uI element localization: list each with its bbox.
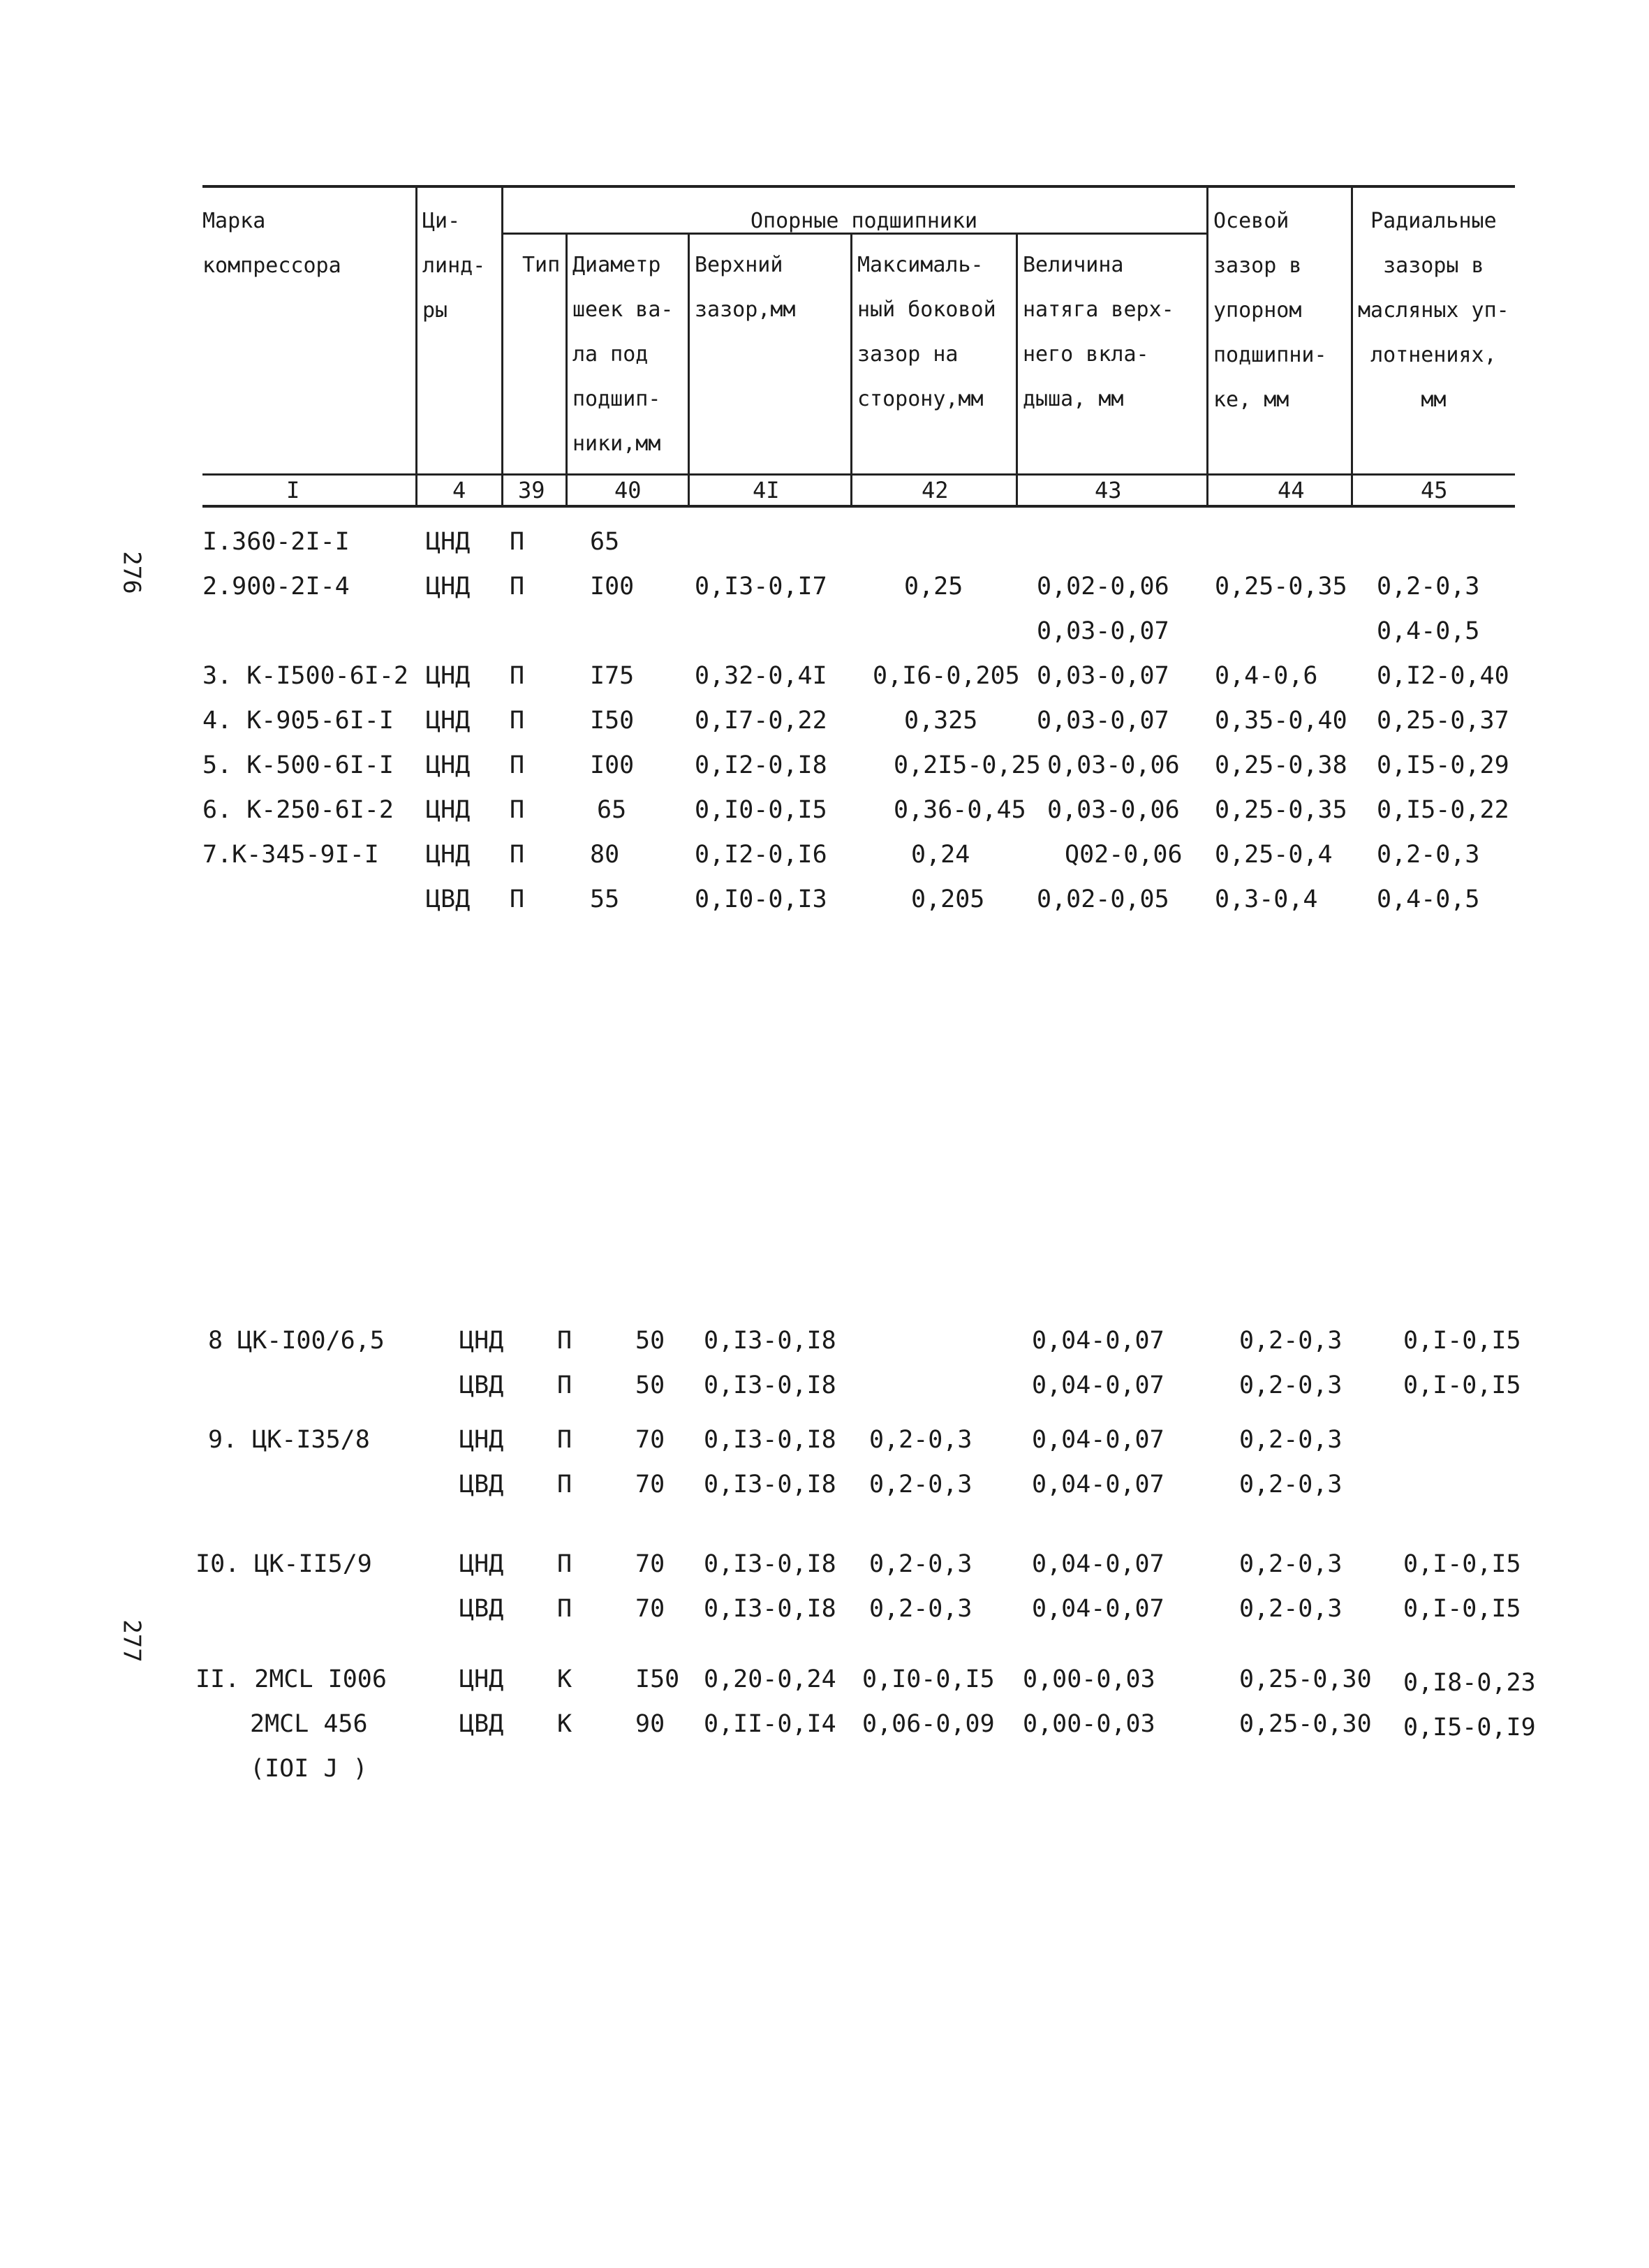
header-axial-line-5: ке, мм [1213, 388, 1289, 412]
vline-6 [1016, 234, 1018, 506]
cell-upper: 0,I3-0,I8 [704, 1471, 836, 1498]
cell-cyl: ЦНД [426, 796, 471, 824]
vline-7 [1206, 185, 1208, 506]
cell-type: П [557, 1426, 572, 1454]
header-radial-gaps [1358, 199, 1509, 422]
header-diam-line-1: Диаметр [572, 253, 661, 277]
cell-axial: 0,25-0,35 [1215, 796, 1347, 824]
cell-type: П [557, 1327, 572, 1355]
cell-diam: I50 [590, 707, 635, 735]
page-number-lower: 277 [117, 1619, 146, 1663]
cell-upper: 0,I3-0,I8 [704, 1550, 836, 1578]
cell-side: 0,205 [911, 885, 985, 913]
header-interf-line-1: Величина [1023, 253, 1124, 277]
cell-type: К [557, 1665, 572, 1693]
cell-diam: 65 [590, 528, 620, 556]
cell-axial: 0,25-0,4 [1215, 841, 1333, 869]
cell-brand: I.360-2I-I [202, 528, 350, 556]
cell-brand: 5. К-500-6I-I [202, 751, 394, 779]
cell-cyl: ЦНД [459, 1550, 504, 1578]
cell-interf: 0,03-0,07 [1037, 617, 1169, 645]
header-top-rule [202, 185, 1515, 188]
cell-radial: 0,I-0,I5 [1403, 1550, 1521, 1578]
colnum-radial: 45 [1421, 477, 1448, 503]
cell-side: 0,06-0,09 [862, 1710, 995, 1738]
cell-cyl: ЦНД [426, 707, 471, 735]
vline-5 [850, 234, 852, 506]
cell-upper: 0,20-0,24 [704, 1665, 836, 1693]
cell-diam: I00 [590, 751, 635, 779]
cell-diam: 90 [635, 1710, 665, 1738]
cell-side: 0,2I5-0,25 [894, 751, 1041, 779]
cell-side: 0,2-0,3 [869, 1595, 973, 1623]
cell-radial: 0,I5-0,29 [1377, 751, 1509, 779]
colnum-diam: 40 [614, 477, 642, 503]
header-axial-line-3: упорном [1213, 298, 1302, 323]
header-axial-gap [1213, 199, 1327, 422]
cell-cyl: ЦНД [426, 573, 471, 601]
cell-upper: 0,I7-0,22 [695, 707, 827, 735]
cell-diam: I50 [635, 1665, 680, 1693]
cell-brand: 7.К-345-9I-I [202, 841, 379, 869]
cell-cyl: ЦНД [426, 528, 471, 556]
cell-radial: 0,4-0,5 [1377, 617, 1480, 645]
cell-radial: 0,I5-0,I9 [1403, 1714, 1536, 1742]
cell-cyl: ЦНД [459, 1665, 504, 1693]
cell-interf: 0,03-0,07 [1037, 707, 1169, 735]
header-radial-line-2: зазоры в [1383, 253, 1484, 278]
header-cyl-line-1: Ци- [422, 209, 461, 233]
cell-radial: 0,I-0,I5 [1403, 1327, 1521, 1355]
header-bottom-rule [202, 473, 1515, 476]
cell-axial: 0,25-0,38 [1215, 751, 1347, 779]
page-number-upper: 276 [117, 551, 146, 594]
vline-3 [565, 234, 568, 506]
cell-cyl: ЦНД [426, 841, 471, 869]
cell-side: 0,2-0,3 [869, 1471, 973, 1498]
cell-interf: 0,00-0,03 [1023, 1710, 1155, 1738]
cell-diam: 50 [635, 1327, 665, 1355]
header-side-line-2: ный боковой [857, 297, 996, 322]
vline-4 [688, 234, 690, 506]
cell-interf: 0,02-0,06 [1037, 573, 1169, 601]
cell-type: П [557, 1371, 572, 1399]
header-bearings-group: Опорные подшипники [750, 209, 978, 233]
header-interf-line-2: натяга верх- [1023, 297, 1174, 322]
cell-diam: 70 [635, 1471, 665, 1498]
cell-brand: 2MCL 456 [250, 1710, 368, 1738]
cell-interf: 0,02-0,05 [1037, 885, 1169, 913]
cell-diam: 65 [597, 796, 627, 824]
cell-axial: 0,3-0,4 [1215, 885, 1318, 913]
colnum-type: 39 [518, 477, 545, 503]
cell-axial: 0,25-0,35 [1215, 573, 1347, 601]
cell-cyl: ЦВД [459, 1710, 504, 1738]
cell-interf: 0,00-0,03 [1023, 1665, 1155, 1693]
colnum-brand: I [286, 477, 300, 503]
cell-diam: 50 [635, 1371, 665, 1399]
cell-axial: 0,25-0,30 [1239, 1710, 1372, 1738]
cell-type: П [557, 1471, 572, 1498]
cell-side: 0,2-0,3 [869, 1550, 973, 1578]
cell-type: К [557, 1710, 572, 1738]
cell-brand: 2.900-2I-4 [202, 573, 350, 601]
cell-interf: 0,04-0,07 [1032, 1471, 1164, 1498]
header-diam-line-4: подшип- [572, 387, 661, 411]
cell-diam: 70 [635, 1595, 665, 1623]
cell-upper: 0,I3-0,I8 [704, 1426, 836, 1454]
cell-radial: 0,I2-0,40 [1377, 662, 1509, 690]
header-diam-line-2: шеек ва- [572, 297, 674, 322]
cell-cyl: ЦВД [426, 885, 471, 913]
cell-type: П [510, 885, 525, 913]
cell-diam: 70 [635, 1550, 665, 1578]
cell-upper: 0,I3-0,I8 [704, 1595, 836, 1623]
colnum-axial: 44 [1278, 477, 1305, 503]
header-axial-line-4: подшипни- [1213, 343, 1327, 367]
cell-brand: 6. К-250-6I-2 [202, 796, 394, 824]
colnum-cyl: 4 [452, 477, 466, 503]
cell-cyl: ЦНД [459, 1327, 504, 1355]
cell-brand: (IOI J ) [250, 1755, 368, 1783]
header-diam-line-3: ла под [572, 342, 649, 367]
colnum-upper: 4I [753, 477, 780, 503]
cell-cyl: ЦВД [459, 1471, 504, 1498]
header-axial-line-2: зазор в [1213, 253, 1302, 278]
cell-upper: 0,II-0,I4 [704, 1710, 836, 1738]
header-upper-line-1: Верхний [695, 253, 783, 277]
header-diameter [572, 243, 674, 466]
cell-upper: 0,I2-0,I8 [695, 751, 827, 779]
cell-type: П [510, 796, 525, 824]
header-side-line-4: сторону,мм [857, 387, 984, 411]
cell-axial: 0,2-0,3 [1239, 1426, 1343, 1454]
cell-diam: 70 [635, 1426, 665, 1454]
cell-diam: I75 [590, 662, 635, 690]
header-side-line-1: Максималь- [857, 253, 984, 277]
cell-side: 0,I6-0,205 [873, 662, 1020, 690]
vline-8 [1351, 185, 1353, 506]
cell-brand: 8 ЦК-I00/6,5 [208, 1327, 385, 1355]
cell-side: 0,I0-0,I5 [862, 1665, 995, 1693]
header-cylinders [422, 199, 485, 333]
cell-interf: 0,03-0,06 [1047, 796, 1180, 824]
header-radial-line-4: лотнениях, [1370, 343, 1497, 367]
cell-type: П [557, 1595, 572, 1623]
colnum-side: 42 [922, 477, 949, 503]
cell-upper: 0,I3-0,I8 [704, 1327, 836, 1355]
cell-radial: 0,I-0,I5 [1403, 1595, 1521, 1623]
cell-brand: I0. ЦК-II5/9 [195, 1550, 372, 1578]
cell-type: П [557, 1550, 572, 1578]
header-type: Тип [522, 253, 561, 277]
cell-type: П [510, 841, 525, 869]
cell-radial: 0,25-0,37 [1377, 707, 1509, 735]
cell-brand: 3. К-I500-6I-2 [202, 662, 409, 690]
cell-radial: 0,I-0,I5 [1403, 1371, 1521, 1399]
cell-interf: 0,04-0,07 [1032, 1426, 1164, 1454]
header-side-line-3: зазор на [857, 342, 959, 367]
cell-cyl: ЦНД [426, 751, 471, 779]
cell-type: П [510, 528, 525, 556]
header-axial-line-1: Осевой [1213, 209, 1289, 233]
cell-upper: 0,I2-0,I6 [695, 841, 827, 869]
cell-type: П [510, 751, 525, 779]
cell-interf: 0,04-0,07 [1032, 1550, 1164, 1578]
cell-cyl: ЦНД [459, 1426, 504, 1454]
cell-upper: 0,I3-0,I8 [704, 1371, 836, 1399]
cell-side: 0,325 [904, 707, 978, 735]
cell-axial: 0,2-0,3 [1239, 1595, 1343, 1623]
header-upper-line-2: зазор,мм [695, 297, 796, 322]
cell-side: 0,24 [911, 841, 970, 869]
cell-axial: 0,2-0,3 [1239, 1327, 1343, 1355]
cell-interf: Q02-0,06 [1065, 841, 1183, 869]
header-interf-line-3: него вкла- [1023, 342, 1149, 367]
numbers-bottom-rule [202, 505, 1515, 508]
cell-cyl: ЦВД [459, 1595, 504, 1623]
header-radial-line-1: Радиальные [1370, 209, 1497, 233]
cell-upper: 0,I0-0,I5 [695, 796, 827, 824]
cell-type: П [510, 707, 525, 735]
cell-radial: 0,I5-0,22 [1377, 796, 1509, 824]
cell-diam: 80 [590, 841, 620, 869]
cell-upper: 0,I3-0,I7 [695, 573, 827, 601]
cell-type: П [510, 662, 525, 690]
cell-upper: 0,32-0,4I [695, 662, 827, 690]
cell-axial: 0,2-0,3 [1239, 1550, 1343, 1578]
cell-side: 0,36-0,45 [894, 796, 1026, 824]
cell-upper: 0,I0-0,I3 [695, 885, 827, 913]
header-cyl-line-2: линд- [422, 253, 486, 278]
cell-radial: 0,4-0,5 [1377, 885, 1480, 913]
cell-type: П [510, 573, 525, 601]
header-interference [1023, 243, 1174, 422]
cell-diam: I00 [590, 573, 635, 601]
cell-interf: 0,04-0,07 [1032, 1371, 1164, 1399]
cell-radial: 0,2-0,3 [1377, 573, 1480, 601]
cell-axial: 0,2-0,3 [1239, 1471, 1343, 1498]
cell-radial: 0,I8-0,23 [1403, 1669, 1536, 1697]
header-radial-line-5: мм [1421, 388, 1447, 412]
cell-axial: 0,35-0,40 [1215, 707, 1347, 735]
cell-side: 0,25 [904, 573, 963, 601]
header-upper-gap [695, 243, 796, 332]
header-side-gap [857, 243, 996, 422]
cell-diam: 55 [590, 885, 620, 913]
header-brand: Марка компрессора [202, 209, 341, 278]
cell-cyl: ЦНД [426, 662, 471, 690]
cell-cyl: ЦВД [459, 1371, 504, 1399]
cell-side: 0,2-0,3 [869, 1426, 973, 1454]
vline-1 [415, 185, 417, 506]
cell-interf: 0,03-0,07 [1037, 662, 1169, 690]
cell-brand: II. 2MCL I006 [195, 1665, 387, 1693]
header-radial-line-3: масляных уп- [1358, 298, 1509, 323]
colnum-interf: 43 [1095, 477, 1122, 503]
cell-brand: 4. К-905-6I-I [202, 707, 394, 735]
cell-axial: 0,4-0,6 [1215, 662, 1318, 690]
cell-interf: 0,04-0,07 [1032, 1327, 1164, 1355]
header-interf-line-4: дыша, мм [1023, 387, 1124, 411]
cell-radial: 0,2-0,3 [1377, 841, 1480, 869]
cell-brand: 9. ЦК-I35/8 [208, 1426, 370, 1454]
cell-interf: 0,03-0,06 [1047, 751, 1180, 779]
header-diam-line-5: ники,мм [572, 432, 661, 456]
cell-axial: 0,25-0,30 [1239, 1665, 1372, 1693]
cell-interf: 0,04-0,07 [1032, 1595, 1164, 1623]
vline-2 [501, 185, 503, 506]
header-cyl-line-3: ры [422, 298, 448, 323]
cell-axial: 0,2-0,3 [1239, 1371, 1343, 1399]
